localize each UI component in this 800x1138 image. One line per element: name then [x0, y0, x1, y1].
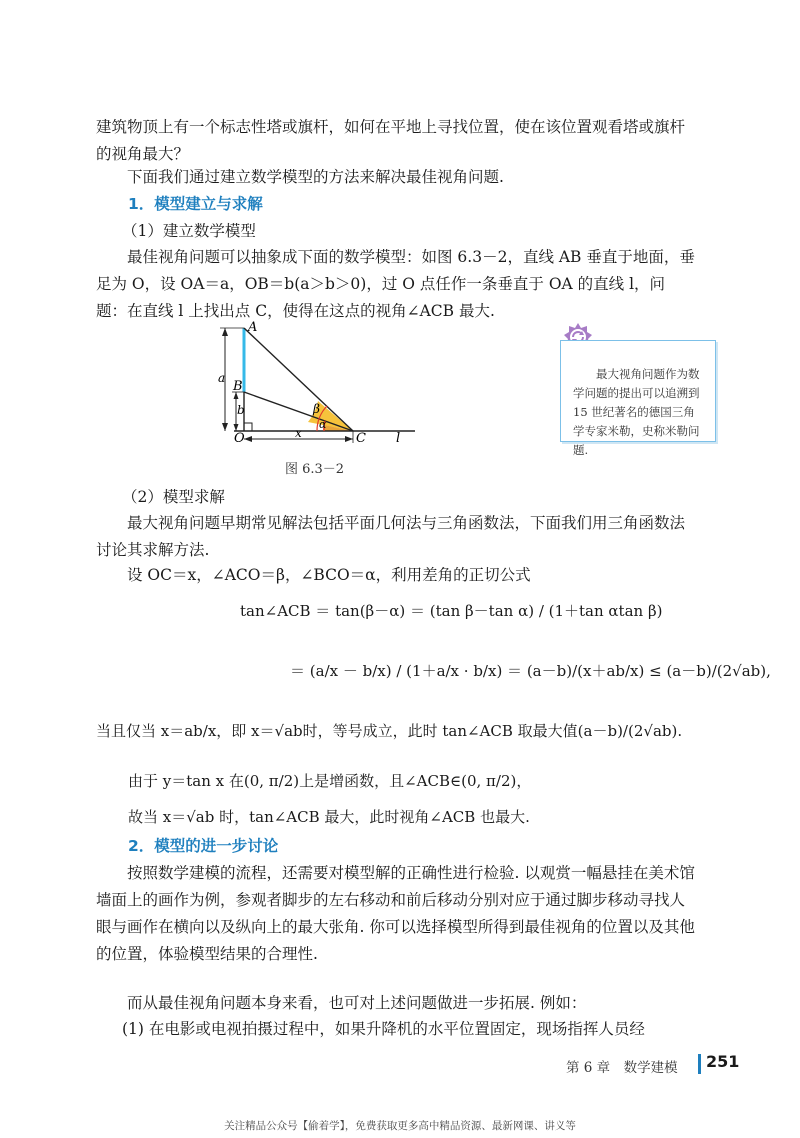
side-note: 最大视角问题作为数学问题的提出可以追溯到 15 世纪著名的德国三角学专家米勒，史称米勒问题. — [560, 340, 716, 442]
equality-condition-line: 当且仅当 x＝ab/x，即 x＝√ab时，等号成立，此时 tan∠ACB 取最大值(a－b)/(2√ab). — [96, 722, 683, 740]
monotonic-line: 由于 y＝tan x 在(0, π/2)上是增函数，且∠ACB∈(0, π/2)， — [128, 772, 532, 790]
subheading-solve-model: （2）模型求解 — [122, 488, 225, 506]
verification-paragraph: 按照数学建模的流程，还需要对模型解的正确性进行检验. 以观赏一幅悬挂在美术馆墙面上的画作为例，参观者脚步的左右移动和前后移动分别对应于通过脚步移动寻找人眼与画作在横向以及纵向上的最大张角. 你可以选择模型所得到最佳视角的位置以及其他的位置，体验模型结果的合理性. — [96, 864, 695, 963]
footer-divider — [698, 1054, 701, 1074]
setup-paragraph: 设 OC＝x，∠ACO＝β，∠BCO＝α，利用差角的正切公式 — [127, 566, 531, 584]
solution-intro-paragraph: 最大视角问题早期常见解法包括平面几何法与三角函数法，下面我们用三角函数法讨论其求解方法. — [96, 514, 686, 559]
model-description: 最佳视角问题可以抽象成下面的数学模型：如图 6.3－2，直线 AB 垂直于地面，垂足为 O，设 OA＝a，OB＝b(a＞b＞0)，过 O 点任作一条垂直于 OA 的直线 l，问题：在直线 l 上找出点 C，使得在这点的视角∠ACB 最大. — [96, 248, 695, 320]
label-angle-alpha: α — [319, 418, 327, 431]
label-a-point: A — [248, 320, 258, 335]
dimension-a-arrow-bottom — [222, 423, 228, 431]
equation-tan-difference: tan∠ACB ＝ tan(β－α) ＝ (tan β－tan α) / (1＋tan αtan β) — [240, 602, 663, 620]
right-angle-mark — [244, 423, 252, 431]
heading-model-building: 1．模型建立与求解 — [128, 195, 263, 213]
figure-6-3-2 — [210, 318, 420, 453]
label-b-point: B — [233, 379, 243, 394]
label-line-l: l — [396, 431, 401, 446]
label-length-b: b — [237, 403, 245, 417]
figure-caption: 图 6.3－2 — [285, 462, 345, 477]
heading-further-discussion: 2．模型的进一步讨论 — [128, 837, 279, 855]
page-number: 251 — [706, 1052, 740, 1071]
label-angle-beta: β — [313, 402, 320, 416]
subheading-build-model: （1）建立数学模型 — [122, 222, 256, 240]
example-paragraph: (1) 在电影或电视拍摄过程中，如果升降机的水平位置固定，现场指挥人员经 — [122, 1020, 645, 1038]
equation-inequality: ＝ (a/x － b/x) / (1＋a/x · b/x) ＝ (a－b)/(x＋ab/x) ≤ (a－b)/(2√ab), — [290, 662, 771, 680]
footer-chapter-title: 第 6 章 数学建模 — [566, 1060, 678, 1076]
footer-promo-text: 关注精品公众号【偷着学】，免费获取更多高中精品资源、最新网课、讲义等 — [224, 1120, 576, 1132]
dimension-a-arrow-top — [222, 328, 228, 336]
label-length-x: x — [295, 426, 302, 440]
method-paragraph: 下面我们通过建立数学模型的方法来解决最佳视角问题. — [127, 168, 504, 186]
conclusion-line: 故当 x＝√ab 时，tan∠ACB 最大，此时视角∠ACB 也最大. — [128, 808, 530, 826]
intro-paragraph: 建筑物顶上有一个标志性塔或旗杆，如何在平地上寻找位置，使在该位置观看塔或旗杆的视角最大？ — [96, 118, 686, 163]
label-o-point: O — [234, 431, 245, 446]
label-c-point: C — [356, 431, 366, 446]
extension-paragraph: 而从最佳视角问题本身来看，也可对上述问题做进一步拓展. 例如： — [127, 994, 587, 1012]
label-length-a: a — [218, 371, 226, 385]
line-ca — [244, 328, 353, 431]
